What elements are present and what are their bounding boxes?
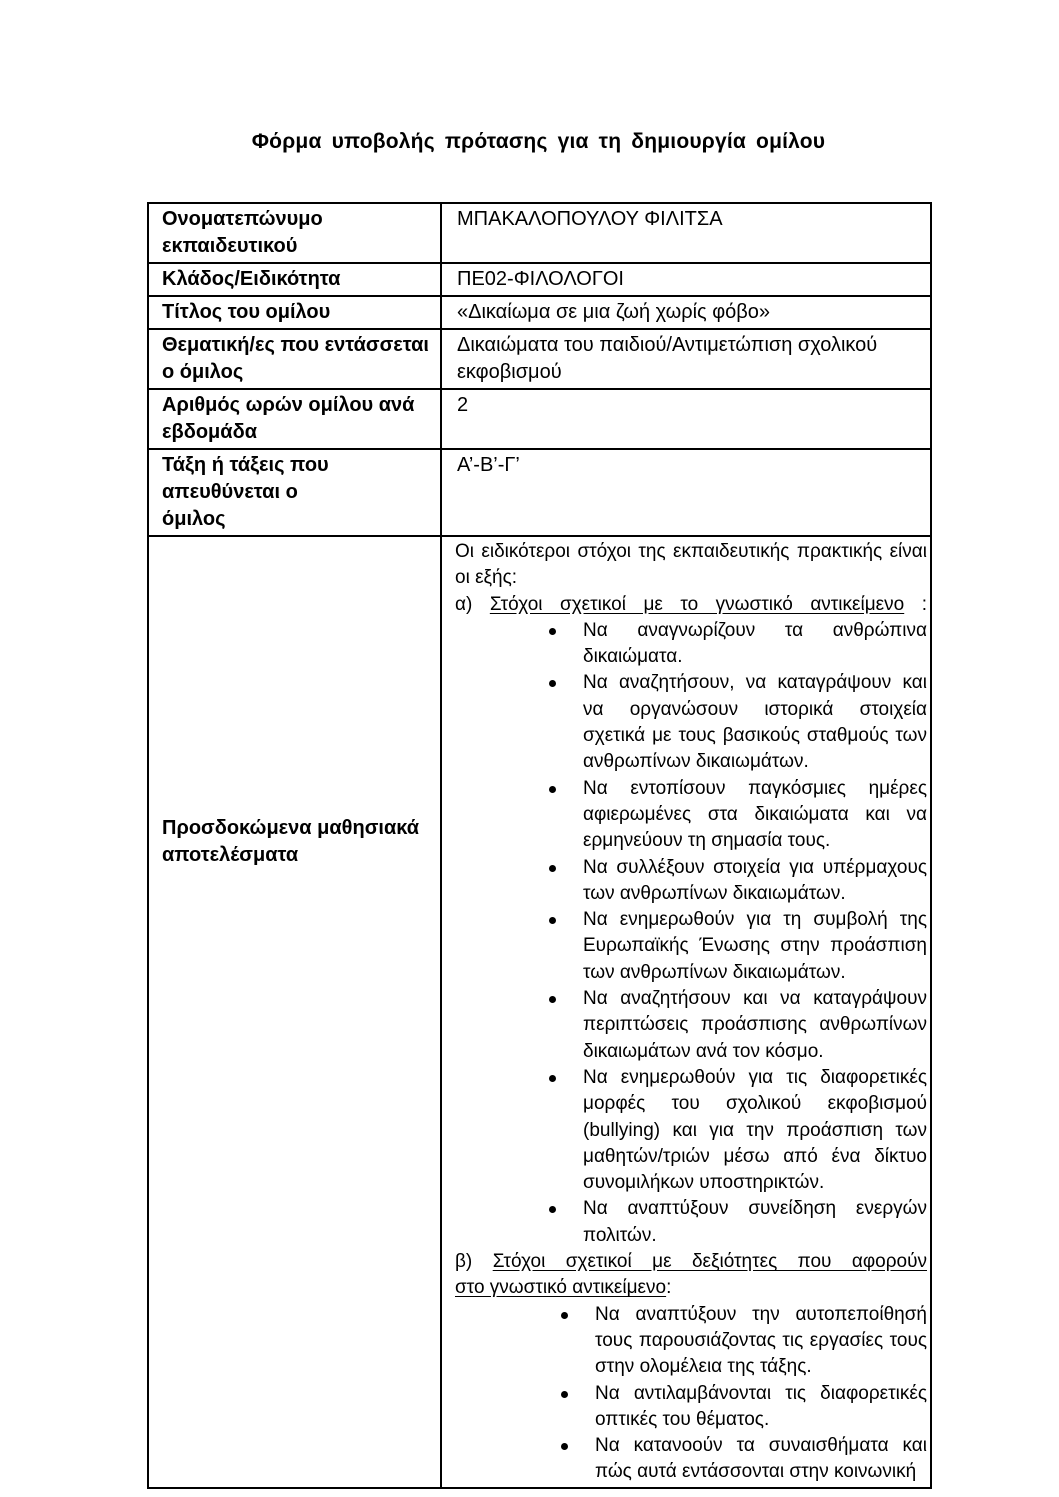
section-b-prefix: β)	[455, 1251, 473, 1273]
section-a-prefix: α)	[455, 593, 473, 615]
goal-bullet-item: Να ενημερωθούν για τη συμβολή της Ευρωπαϊκής Ένωσης στην προάσπιση των ανθρωπίνων δικαιωμάτων.	[455, 907, 927, 986]
table-row	[148, 389, 931, 449]
label-line: Τάξη ή τάξεις που	[162, 454, 329, 476]
label-line: Τίτλος του ομίλου	[162, 301, 331, 323]
outcomes-intro: Οι ειδικότεροι στόχοι της εκπαιδευτικής πρακτικής είναι οι εξής:	[455, 541, 927, 589]
goal-bullet-item: Να αναζητήσουν και να καταγράψουν περιπτώσεις προάσπισης ανθρωπίνων δικαιωμάτων ανά τον κόσμο.	[455, 986, 927, 1065]
label-line: Αριθμός ωρών ομίλου ανά	[162, 394, 415, 416]
goals-list-b	[455, 1302, 927, 1486]
section-a-heading	[455, 592, 927, 618]
field-label-hours-per-week	[148, 389, 441, 449]
field-value-club-title: «Δικαίωμα σε μια ζωή χωρίς φόβο»	[441, 296, 931, 329]
field-label-teacher-name	[148, 203, 441, 263]
field-label-learning-outcomes	[148, 536, 441, 1488]
section-a-underlined-text: Στόχοι σχετικοί με το γνωστικό αντικείμενο	[489, 593, 905, 615]
field-label-specialty	[148, 263, 441, 296]
goal-bullet-item: Να αναπτύξουν την αυτοπεποίθησή τους παρουσιάζοντας τις εργασίες τους στην ολομέλεια της τάξης.	[455, 1302, 927, 1381]
section-b-underlined-line1: Στόχοι σχετικοί με δεξιότητες που αφορούν	[492, 1251, 927, 1273]
table-row	[148, 329, 931, 389]
field-value-specialty: ΠΕ02-ΦΙΛΟΛΟΓΟΙ	[441, 263, 931, 296]
goals-list-a	[455, 618, 927, 1249]
goal-bullet-item: Να αναγνωρίζουν τα ανθρώπινα δικαιώματα.	[455, 618, 927, 671]
field-value-hours-per-week: 2	[441, 389, 931, 449]
document-title: Φόρμα υποβολής πρότασης για τη δημιουργία ομίλου	[251, 130, 826, 153]
proposal-form-table	[147, 202, 932, 1489]
learning-outcomes-label	[162, 815, 434, 869]
label-line: Θεματική/ες που εντάσσεται	[162, 334, 429, 356]
goal-bullet-item: Να κατανοούν τα συναισθήματα και πώς αυτά εντάσσονται στην κοινωνική	[455, 1433, 927, 1486]
label-line: Προσδοκώμενα μαθησιακά	[162, 817, 420, 839]
label-line: Ονοματεπώνυμο	[162, 208, 323, 230]
goal-bullet-item: Να αναπτύξουν συνείδηση ενεργών πολιτών.	[455, 1196, 927, 1249]
section-a-colon: :	[921, 593, 927, 615]
label-line: εβδομάδα	[162, 421, 257, 443]
section-b-heading-line1	[455, 1249, 927, 1275]
table-row	[148, 449, 931, 536]
section-b-underlined-line2: στο γνωστικό αντικείμενο	[455, 1277, 667, 1299]
table-row	[148, 536, 931, 1488]
field-value-theme: Δικαιώματα του παιδιού/Αντιμετώπιση σχολικού εκφοβισμού	[441, 329, 931, 389]
label-line: Κλάδος/Ειδικότητα	[162, 268, 341, 290]
label-line: εκπαιδευτικού	[162, 235, 298, 257]
label-line: ο όμιλος	[162, 361, 244, 383]
label-line: απευθύνεται ο	[162, 481, 298, 503]
field-label-grades	[148, 449, 441, 536]
field-value-grades: Α’-Β’-Γ’	[441, 449, 931, 536]
goal-bullet-item: Να ενημερωθούν για τις διαφορετικές μορφές του σχολικού εκφοβισμού (bullying) και για την προάσπιση των μαθητών/τριών μέσω από ένα δίκτυο συνομιλήκων υποστηρικτών.	[455, 1065, 927, 1196]
field-label-club-title	[148, 296, 441, 329]
table-row	[148, 296, 931, 329]
section-b-heading-line2	[455, 1275, 927, 1301]
section-b-colon: :	[666, 1277, 672, 1299]
field-value-learning-outcomes	[441, 536, 931, 1488]
outcomes-content	[455, 539, 927, 1486]
field-value-teacher-name: ΜΠΑΚΑΛΟΠΟΥΛΟΥ ΦΙΛΙΤΣΑ	[441, 203, 931, 263]
goal-bullet-item: Να συλλέξουν στοιχεία για υπέρμαχους των ανθρωπίνων δικαιωμάτων.	[455, 855, 927, 908]
label-line: αποτελέσματα	[162, 844, 299, 866]
field-label-theme	[148, 329, 441, 389]
table-row	[148, 263, 931, 296]
table-row	[148, 203, 931, 263]
goal-bullet-item: Να αναζητήσουν, να καταγράψουν και να οργανώσουν ιστορικά στοιχεία σχετικά με τους βασικούς σταθμούς των ανθρωπίνων δικαιωμάτων.	[455, 670, 927, 775]
goal-bullet-item: Να εντοπίσουν παγκόσμιες ημέρες αφιερωμένες στα δικαιώματα και να ερμηνεύουν τη σημασία τους.	[455, 776, 927, 855]
label-line: όμιλος	[162, 508, 226, 530]
goal-bullet-item: Να αντιλαμβάνονται τις διαφορετικές οπτικές του θέματος.	[455, 1381, 927, 1434]
outcomes-clip-region	[455, 539, 927, 1486]
